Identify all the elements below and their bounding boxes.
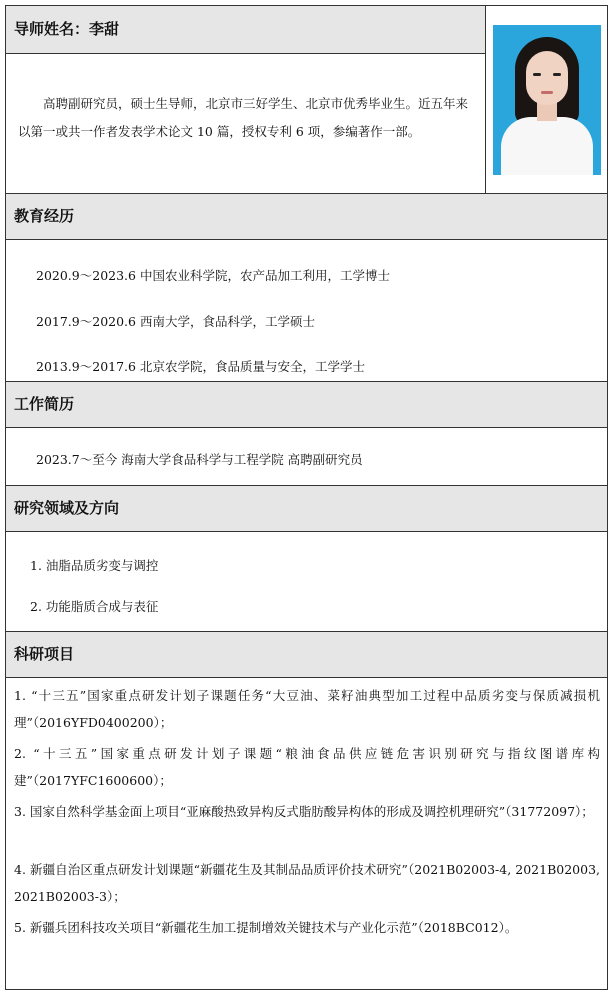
project-item: 1. “十三五”国家重点研发计划子课题任务“大豆油、菜籽油典型加工过程中品质劣变与保质减损机理”（2016YFD0400200）； — [14, 688, 600, 730]
projects-section — [6, 678, 607, 989]
project-item: 4. 新疆自治区重点研发计划课题“新疆花生及其制品品质评价技术研究”（2021B02003-4, 2021B02003, 2021B02003-3）； — [14, 862, 600, 904]
work-item: 2023.7～至今 海南大学食品科学与工程学院 高聘副研究员 — [36, 452, 363, 467]
education-item: 2013.9～2017.6 北京农学院，食品质量与安全，工学学士 — [36, 359, 365, 374]
project-item: 5. 新疆兵团科技攻关项目“新疆花生加工提制增效关键技术与产业化示范”（2018BC012）。 — [14, 920, 518, 935]
education-item: 2020.9～2023.6 中国农业科学院，农产品加工利用，工学博士 — [36, 268, 390, 283]
work-heading — [6, 382, 607, 428]
project-item: 3. 国家自然科学基金面上项目“亚麻酸热致异构反式脂肪酸异构体的形成及调控机理研究”（31772097）； — [14, 804, 594, 819]
advisor-name-heading — [6, 6, 485, 54]
research-heading — [6, 486, 607, 532]
project-item: 2. “十三五”国家重点研发计划子课题“粮油食品供应链危害识别研究与指纹图谱库构建”（2017YFC1600600）； — [14, 746, 600, 788]
research-section — [6, 532, 607, 632]
advisor-name-text: 导师姓名：李甜 — [14, 20, 120, 38]
education-heading-text: 教育经历 — [14, 207, 75, 225]
photo-cell — [485, 6, 607, 194]
profile-table — [5, 5, 608, 990]
projects-heading — [6, 632, 607, 678]
work-section — [6, 428, 607, 486]
education-item: 2017.9～2020.6 西南大学，食品科学，工学硕士 — [36, 314, 315, 329]
research-item: 2. 功能脂质合成与表征 — [30, 599, 159, 614]
advisor-bio-text: 高聘副研究员，硕士生导师，北京市三好学生、北京市优秀毕业生。近五年来以第一或共一作者发表学术论文 10 篇，授权专利 6 项，参编著作一部。 — [18, 96, 469, 139]
research-heading-text: 研究领域及方向 — [14, 499, 120, 517]
projects-heading-text: 科研项目 — [14, 645, 75, 663]
education-section — [6, 240, 607, 382]
work-heading-text: 工作简历 — [14, 395, 75, 413]
advisor-photo — [493, 25, 601, 175]
advisor-bio — [6, 54, 485, 194]
education-heading — [6, 194, 607, 240]
research-item: 1. 油脂品质劣变与调控 — [30, 558, 159, 573]
